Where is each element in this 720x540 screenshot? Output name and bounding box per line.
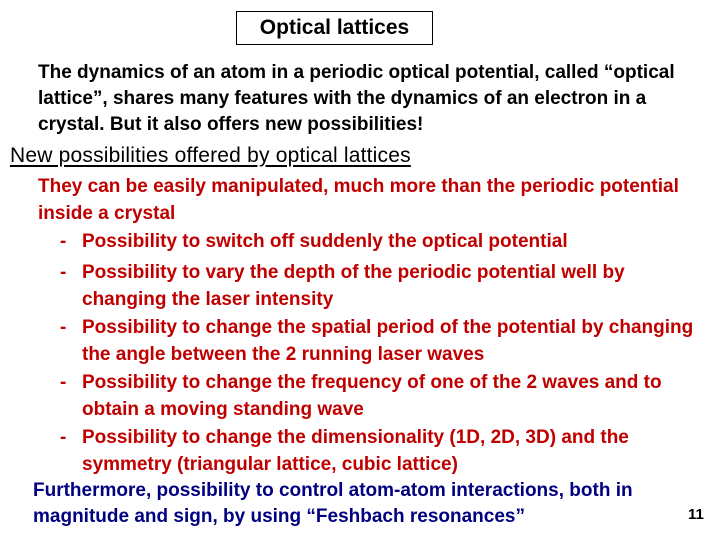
bullet-marker: - xyxy=(60,372,67,393)
bullet-marker: - xyxy=(60,262,67,283)
bullet-text: Possibility to change the dimensionality (1D, 2D, 3D) and the symmetry (triangular lattice, cubic lattice) xyxy=(82,427,629,475)
bullet-text: Possibility to switch off suddenly the optical potential xyxy=(82,231,568,252)
page-number: 11 xyxy=(688,506,704,523)
bullet-text: Possibility to change the spatial period of the potential by changing the angle between the 2 running laser waves xyxy=(82,317,694,365)
bullet-marker: - xyxy=(60,317,67,338)
bullet-item xyxy=(60,369,700,423)
bullet-marker: - xyxy=(60,231,67,252)
slide-title-text: Optical lattices xyxy=(259,16,410,39)
bullet-item xyxy=(60,314,700,368)
bullet-item xyxy=(60,259,700,313)
red-intro-paragraph: They can be easily manipulated, much more than the periodic potential inside a crystal xyxy=(38,176,679,224)
intro-paragraph: The dynamics of an atom in a periodic optical potential, called “optical lattice”, shares many features with the dynamics of an electron in a crystal. But it also offers new possibilities! xyxy=(38,62,675,135)
bullet-text: Possibility to change the frequency of one of the 2 waves and to obtain a moving standing wave xyxy=(82,372,662,420)
bullet-text: Possibility to vary the depth of the periodic potential well by changing the laser intensity xyxy=(82,262,625,310)
section-heading: New possibilities offered by optical lattices xyxy=(10,144,411,167)
bullet-item xyxy=(60,228,700,255)
bullet-marker: - xyxy=(60,427,67,448)
slide-title xyxy=(236,11,433,45)
footer-paragraph: Furthermore, possibility to control atom-atom interactions, both in magnitude and sign, by using “Feshbach resonances” xyxy=(33,480,633,527)
bullet-item xyxy=(60,424,700,478)
